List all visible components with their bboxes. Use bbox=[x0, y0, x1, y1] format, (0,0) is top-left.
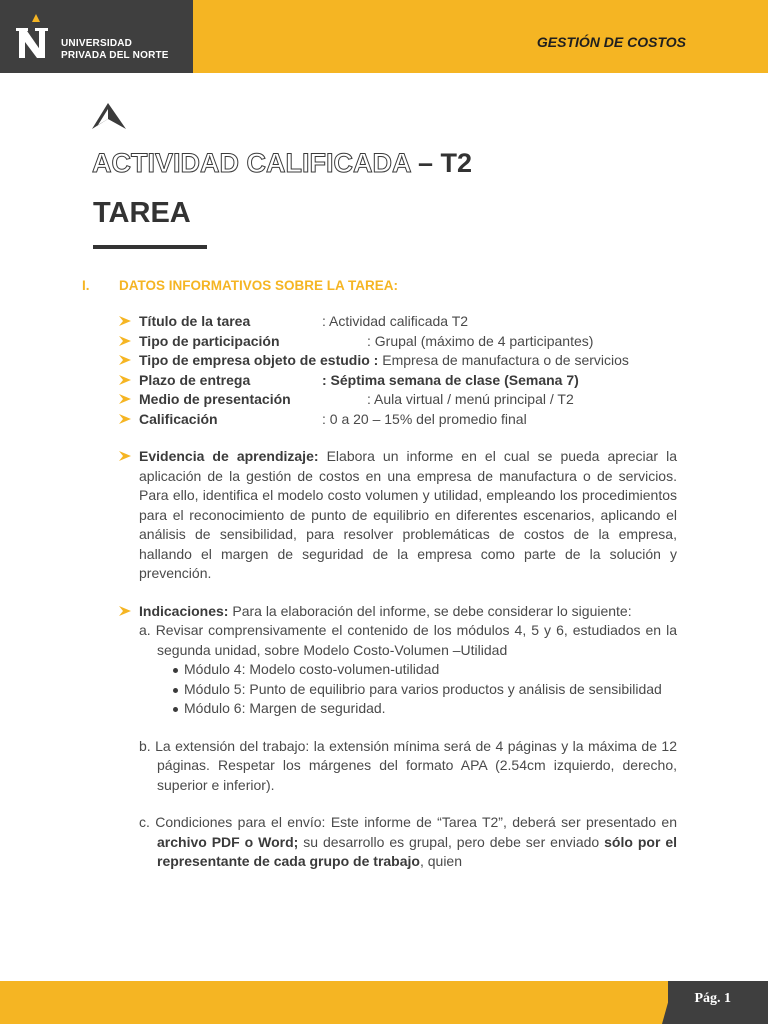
evidencia-label: Evidencia de aprendizaje: bbox=[139, 448, 319, 464]
info-item-medio bbox=[119, 390, 677, 410]
indicacion-c-bold2: sólo por el representante de cada grupo de trabajo bbox=[157, 833, 677, 869]
arrow-bullet-icon bbox=[119, 414, 131, 424]
arrow-bullet-icon bbox=[119, 375, 131, 385]
info-value: : Grupal (máximo de 4 participantes) bbox=[367, 332, 594, 349]
university-line1: UNIVERSIDAD bbox=[61, 38, 133, 49]
title-solid: – T2 bbox=[410, 148, 473, 178]
info-value: : 0 a 20 – 15% del promedio final bbox=[322, 410, 527, 427]
info-value: : Séptima semana de clase (Semana 7) bbox=[322, 371, 579, 388]
arrow-bullet-icon bbox=[119, 451, 131, 461]
university-logo bbox=[0, 0, 193, 73]
main-content bbox=[119, 312, 677, 872]
section-heading bbox=[82, 278, 398, 293]
arrow-bullet-icon bbox=[119, 355, 131, 365]
indicaciones-text: Para la elaboración del informe, se debe considerar lo siguiente: bbox=[228, 602, 632, 619]
indicacion-a: a. Revisar comprensivamente el contenido de los módulos 4, 5 y 6, estudiados en la segunda unidad, sobre Modelo Costo-Volumen –Utilidad bbox=[139, 622, 677, 658]
indicacion-b: b. La extensión del trabajo: la extensión mínima será de 4 páginas y la máxima de 12 páginas. Respetar los márgenes del formato APA (2.54cm izquierdo, derecho, superior e inferior). bbox=[139, 737, 677, 793]
list-item: Módulo 5: Punto de equilibrio para varios productos y análisis de sensibilidad bbox=[184, 680, 677, 700]
arrow-bullet-icon bbox=[119, 606, 131, 616]
module-list bbox=[119, 660, 677, 719]
info-item-titulo bbox=[119, 312, 677, 332]
university-name bbox=[61, 38, 169, 62]
info-label: Tipo de empresa objeto de estudio : bbox=[139, 352, 379, 368]
page-subtitle: TAREA bbox=[93, 197, 191, 229]
page-number: Pág. 1 bbox=[694, 991, 731, 1006]
info-label: Plazo de entrega bbox=[139, 371, 251, 388]
info-value: Empresa de manufactura o de servicios bbox=[378, 352, 629, 368]
section-number: I. bbox=[82, 278, 90, 293]
indicacion-c-bold1: archivo PDF o Word; bbox=[157, 833, 299, 850]
upn-logo-icon bbox=[16, 14, 50, 62]
info-item-plazo bbox=[119, 371, 677, 391]
info-item-empresa bbox=[119, 351, 677, 371]
course-title: GESTIÓN DE COSTOS bbox=[536, 34, 686, 50]
list-item: Módulo 4: Modelo costo-volumen-utilidad bbox=[184, 660, 677, 680]
arrow-bullet-icon bbox=[119, 336, 131, 346]
title-underline bbox=[93, 245, 207, 249]
section-heading-text: DATOS INFORMATIVOS SOBRE LA TAREA: bbox=[119, 278, 398, 293]
indicacion-c bbox=[119, 813, 677, 872]
info-value: : Actividad calificada T2 bbox=[322, 313, 469, 329]
info-item-tipo bbox=[119, 332, 677, 352]
title-outlined: ACTIVIDAD CALIFICADA bbox=[92, 148, 411, 178]
page-header bbox=[0, 0, 768, 73]
evidencia-paragraph bbox=[119, 447, 677, 584]
info-value: : Aula virtual / menú principal / T2 bbox=[367, 391, 574, 407]
triangle-arrow-icon bbox=[92, 103, 126, 131]
info-label: Medio de presentación bbox=[139, 391, 291, 407]
arrow-bullet-icon bbox=[119, 316, 131, 326]
info-label: Título de la tarea bbox=[139, 313, 251, 329]
page-footer bbox=[0, 981, 768, 1024]
indicacion-c-part2: su desarrollo es grupal, pero debe ser enviado bbox=[298, 833, 605, 850]
page-title bbox=[92, 148, 472, 179]
list-item: Módulo 6: Margen de seguridad. bbox=[184, 699, 677, 719]
evidencia-text: Elabora un informe en el cual se pueda apreciar la aplicación de la gestión de costos en una empresa de manufactura o de servicios. Para ello, identifica el modelo costo volumen y utilidad, empleando los procedimientos para el reconocimiento de punto de equilibrio en diferentes escenarios, aplicando el análisis de sensibilidad, para resolver problemáticas de costos de la empresa, hallando el margen de seguridad de la empresa como parte de la solución y prevención. bbox=[139, 448, 678, 581]
indicaciones-paragraph bbox=[119, 602, 677, 622]
university-line2: PRIVADA DEL NORTE bbox=[61, 50, 169, 61]
indicacion-c-part3: , quien bbox=[419, 853, 463, 869]
info-label: Tipo de participación bbox=[139, 332, 280, 349]
indicacion-c-part1: c. Condiciones para el envío: Este informe de “Tarea T2”, deberá ser presentado en bbox=[139, 814, 677, 830]
arrow-bullet-icon bbox=[119, 394, 131, 404]
info-item-calificacion bbox=[119, 410, 677, 430]
indicaciones-label: Indicaciones: bbox=[139, 602, 229, 619]
info-label: Calificación bbox=[139, 410, 218, 427]
